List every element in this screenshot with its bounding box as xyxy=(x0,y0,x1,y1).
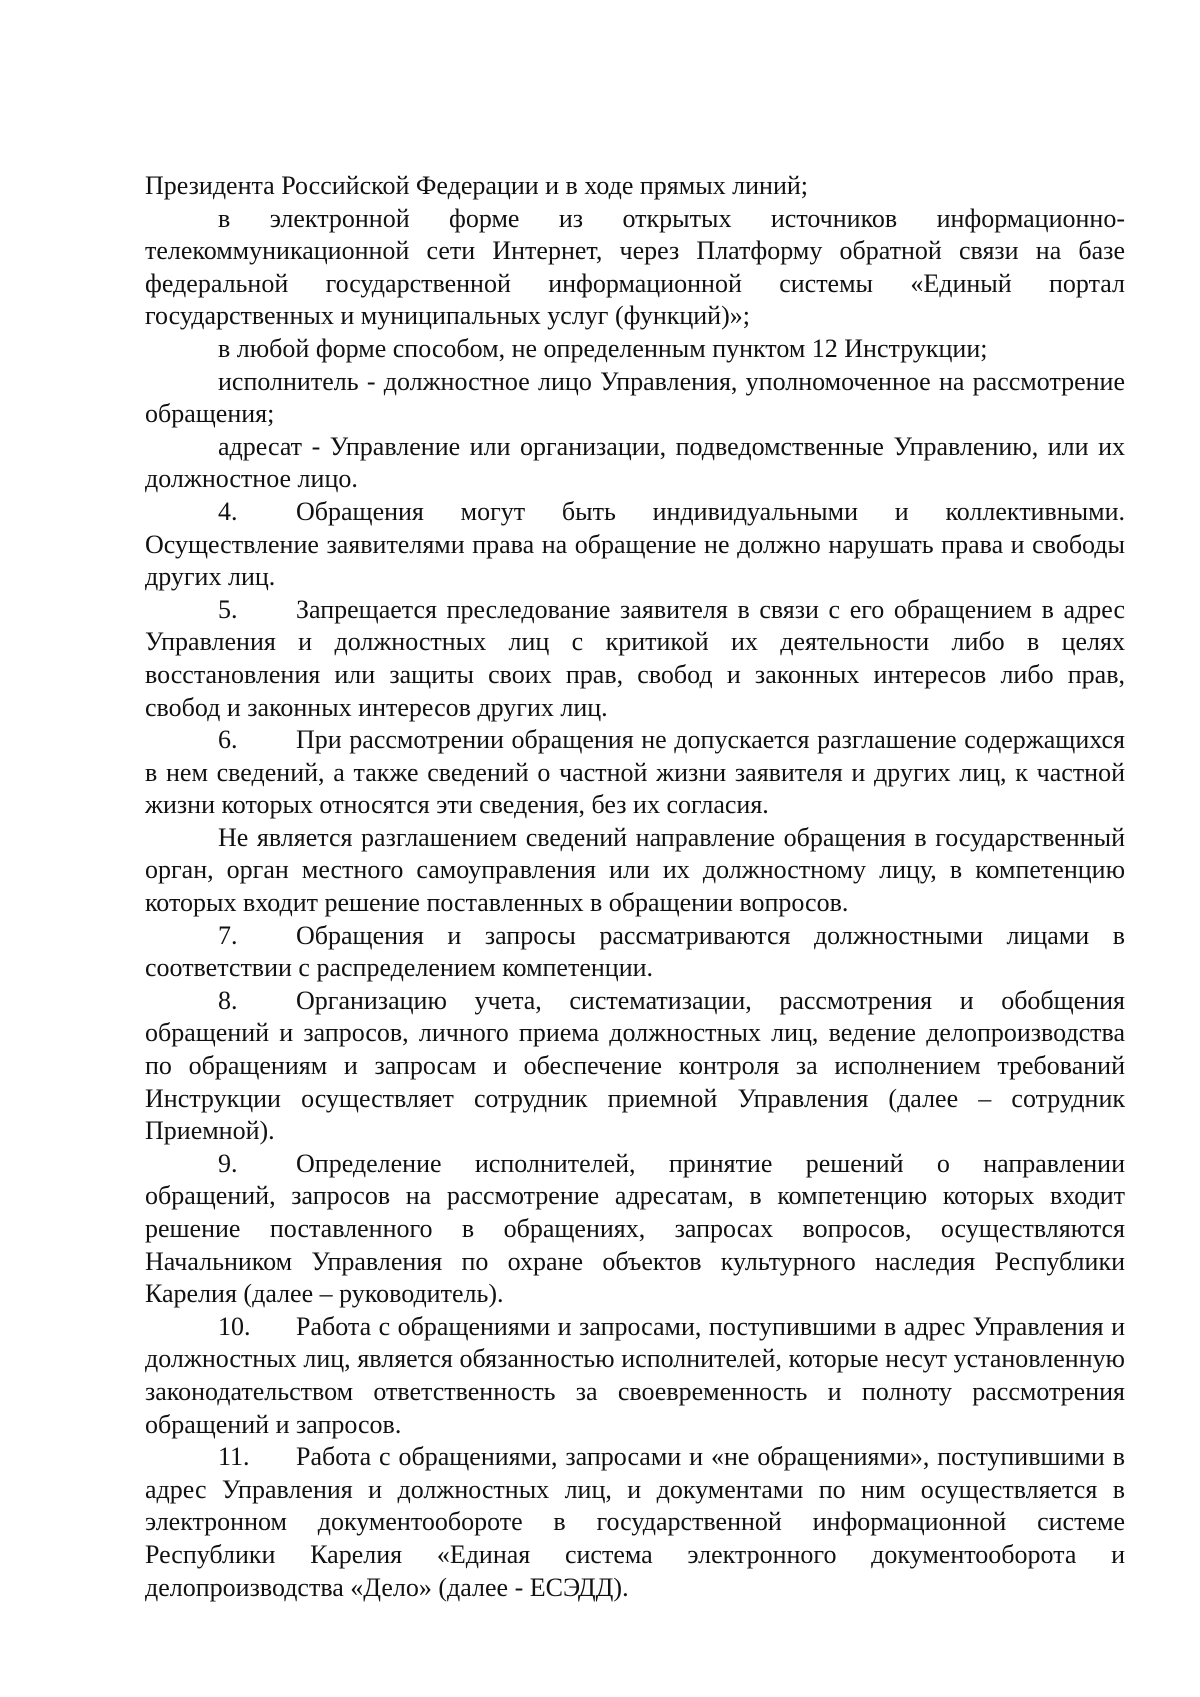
paragraph-text: Президента Российской Федерации и в ходе прямых линий; xyxy=(145,171,809,200)
paragraph-text: Определение исполнителей, принятие решений о направлении обращений, запросов на рассмотрение адресатам, в компетенцию которых входит решение поставленного в обращениях, запросах вопросов, осуществляются Начальником Управления по охране объектов культурного наследия Республики Карелия (далее – руководитель). xyxy=(145,1148,1125,1309)
paragraph-item-11 xyxy=(145,1441,1125,1604)
paragraph-item-8 xyxy=(145,985,1125,1148)
paragraph-executor-definition xyxy=(145,366,1125,431)
paragraph-text: Организацию учета, систематизации, рассмотрения и обобщения обращений и запросов, личного приема должностных лиц, ведение делопроизводства по обращениям и запросам и обеспечение контроля за исполнением требований Инструкции осуществляет сотрудник приемной Управления (далее – сотрудник Приемной). xyxy=(145,985,1125,1146)
paragraph-text: Работа с обращениями и запросами, поступившими в адрес Управления и должностных лиц, является обязанностью исполнителей, которые несут установленную законодательством ответственность за своевременность и полноту рассмотрения обращений и запросов. xyxy=(145,1311,1125,1439)
paragraph-not-disclosure xyxy=(145,822,1125,920)
paragraph-any-form xyxy=(145,333,1125,366)
paragraph-text: в любой форме способом, не определенным пунктом 12 Инструкции; xyxy=(218,333,988,363)
paragraph-text: Запрещается преследование заявителя в связи с его обращением в адрес Управления и должностных лиц с критикой их деятельности либо в целях восстановления или защиты своих прав, свобод и законных интересов либо прав, свобод и законных интересов других лиц. xyxy=(145,594,1125,722)
paragraph-item-4 xyxy=(145,496,1125,594)
item-number: 11. xyxy=(218,1442,250,1472)
item-number: 8. xyxy=(218,985,238,1015)
paragraph-text: в электронной форме из открытых источников информационно-телекоммуникационной сети Интернет, через Платформу обратной связи на базе федеральной государственной информационной системы «Единый портал государственных и муниципальных услуг (функций)»; xyxy=(145,203,1125,331)
paragraph-item-10 xyxy=(145,1311,1125,1441)
paragraph-item-9 xyxy=(145,1148,1125,1311)
document-body xyxy=(145,170,1125,1604)
paragraph-continuation xyxy=(145,170,1125,203)
paragraph-text: Обращения могут быть индивидуальными и коллективными. Осуществление заявителями права на обращение не должно нарушать права и свободы других лиц. xyxy=(145,496,1125,592)
paragraph-addressee-definition xyxy=(145,431,1125,496)
item-number: 9. xyxy=(218,1148,238,1178)
paragraph-item-7 xyxy=(145,920,1125,985)
paragraph-text: адресат - Управление или организации, подведомственные Управлению, или их должностное лицо. xyxy=(145,431,1125,494)
paragraph-text: Не является разглашением сведений направление обращения в государственный орган, орган местного самоуправления или их должностному лицу, в компетенцию которых входит решение поставленных в обращении вопросов. xyxy=(145,822,1125,918)
paragraph-item-6 xyxy=(145,724,1125,822)
paragraph-text: Обращения и запросы рассматриваются должностными лицами в соответствии с распределением компетенции. xyxy=(145,920,1125,983)
item-number: 4. xyxy=(218,496,238,526)
item-number: 7. xyxy=(218,920,238,950)
item-number: 5. xyxy=(218,594,238,624)
paragraph-text: Работа с обращениями, запросами и «не обращениями», поступившими в адрес Управления и должностных лиц, и документами по ним осуществляется в электронном документообороте в государственной информационной системе Республики Карелия «Единая система электронного документооборота и делопроизводства «Дело» (далее - ЕСЭДД). xyxy=(145,1442,1125,1602)
item-number: 10. xyxy=(218,1311,251,1341)
item-number: 6. xyxy=(218,725,238,755)
paragraph-text: исполнитель - должностное лицо Управления, уполномоченное на рассмотрение обращения; xyxy=(145,366,1125,429)
paragraph-item-5 xyxy=(145,594,1125,724)
paragraph-electronic-form xyxy=(145,203,1125,333)
paragraph-text: При рассмотрении обращения не допускается разглашение содержащихся в нем сведений, а также сведений о частной жизни заявителя и других лиц, к частной жизни которых относятся эти сведения, без их согласия. xyxy=(145,725,1125,820)
